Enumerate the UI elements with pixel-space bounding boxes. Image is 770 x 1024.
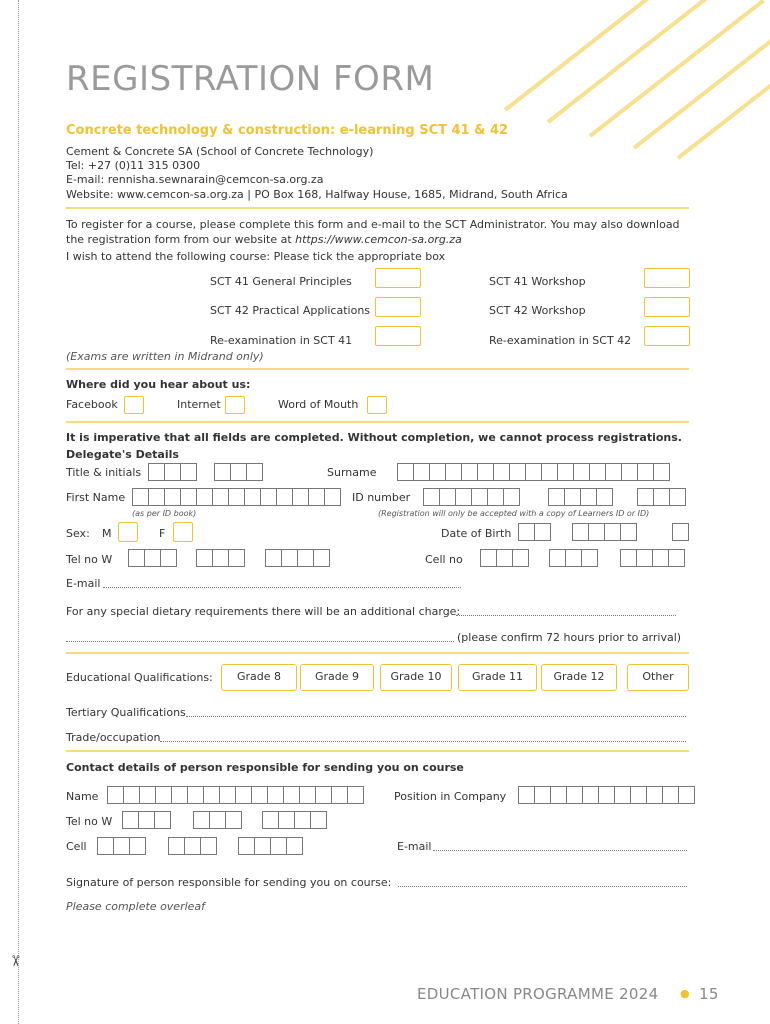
contact-telw-field[interactable] <box>262 811 326 829</box>
footer-bullet-icon: ● <box>680 987 690 1000</box>
org-name: Cement & Concrete SA (School of Concrete Technology) <box>66 145 374 158</box>
as-per-id-note: (as per ID book) <box>132 509 197 518</box>
imperative-note: It is imperative that all fields are completed. Without completion, we cannot process registrations. <box>66 431 682 444</box>
course-label: SCT 42 Practical Applications <box>210 304 371 317</box>
course-checkbox[interactable] <box>644 297 690 317</box>
contact-telw-field[interactable] <box>122 811 170 829</box>
id-number-field[interactable] <box>423 488 519 506</box>
course-checkbox[interactable] <box>644 326 690 346</box>
divider <box>66 750 689 752</box>
dob-label: Date of Birth <box>441 527 512 540</box>
course-checkbox[interactable] <box>375 297 421 317</box>
female-checkbox[interactable] <box>173 522 193 542</box>
contact-telw-label: Tel no W <box>66 815 113 828</box>
course-checkbox[interactable] <box>644 268 690 288</box>
course-checkbox[interactable] <box>375 326 421 346</box>
course-checkbox[interactable] <box>375 268 421 288</box>
first-name-field[interactable] <box>132 488 340 506</box>
email-line[interactable] <box>103 587 461 588</box>
divider <box>66 421 689 423</box>
dietary-label: For any special dietary requirements there will be an additional charge: <box>66 605 461 618</box>
cell-field[interactable] <box>549 549 597 567</box>
position-label: Position in Company <box>394 790 507 803</box>
divider <box>66 207 689 209</box>
cell-label: Cell no <box>425 553 463 566</box>
email-label: E-mail <box>66 577 101 590</box>
id-number-label: ID number <box>352 491 411 504</box>
contact-email-line[interactable] <box>433 850 687 851</box>
edu-label: Educational Qualifications: <box>66 671 213 684</box>
wom-checkbox[interactable] <box>367 396 387 414</box>
surname-label: Surname <box>327 466 377 479</box>
page-number: 15 <box>699 985 719 1003</box>
org-email: E-mail: rennisha.sewnarain@cemcon-sa.org.za <box>66 173 324 186</box>
telw-field[interactable] <box>196 549 244 567</box>
title-initials-field[interactable] <box>148 463 196 481</box>
scissors-icon: ✂ <box>6 954 25 968</box>
intro-line-1: To register for a course, please complete this form and e-mail to the SCT Administrator. You may also download <box>66 218 680 231</box>
wom-label: Word of Mouth <box>278 398 359 411</box>
contact-cell-field[interactable] <box>168 837 216 855</box>
website-link[interactable]: https://www.cemcon-sa.org.za <box>295 233 462 246</box>
dietary-line-2[interactable] <box>66 641 454 642</box>
contact-heading: Contact details of person responsible for sending you on course <box>66 761 464 774</box>
cell-field[interactable] <box>480 549 528 567</box>
title-initials-label: Title & initials <box>66 466 142 479</box>
contact-cell-field[interactable] <box>97 837 145 855</box>
trade-label: Trade/occupation <box>66 731 161 744</box>
position-field[interactable] <box>518 786 694 804</box>
id-number-field[interactable] <box>548 488 612 506</box>
confirm-note: (please confirm 72 hours prior to arrival) <box>457 631 682 644</box>
overleaf-note: Please complete overleaf <box>66 900 206 913</box>
internet-checkbox[interactable] <box>225 396 245 414</box>
signature-label: Signature of person responsible for sending you on course: <box>66 876 392 889</box>
contact-name-label: Name <box>66 790 99 803</box>
course-label: SCT 41 Workshop <box>489 275 586 288</box>
telw-field[interactable] <box>265 549 329 567</box>
course-label: Re-examination in SCT 41 <box>210 334 353 347</box>
dob-field[interactable] <box>672 523 688 541</box>
surname-field[interactable] <box>397 463 669 481</box>
female-label: F <box>159 527 166 540</box>
sex-label: Sex: <box>66 527 90 540</box>
contact-cell-label: Cell <box>66 840 87 853</box>
facebook-checkbox[interactable] <box>124 396 144 414</box>
other-option[interactable]: Other <box>627 664 689 691</box>
course-label: SCT 42 Workshop <box>489 304 586 317</box>
tertiary-line[interactable] <box>186 716 686 717</box>
contact-cell-field[interactable] <box>238 837 302 855</box>
contact-telw-field[interactable] <box>193 811 241 829</box>
tertiary-label: Tertiary Qualifications <box>66 706 186 719</box>
page-title: REGISTRATION FORM <box>66 59 435 99</box>
cell-field[interactable] <box>620 549 684 567</box>
contact-name-field[interactable] <box>107 786 363 804</box>
dob-field[interactable] <box>572 523 636 541</box>
first-name-label: First Name <box>66 491 126 504</box>
grade-12-option[interactable]: Grade 12 <box>541 664 617 691</box>
course-subtitle: Concrete technology & construction: e-learning SCT 41 & 42 <box>66 123 509 138</box>
divider <box>66 652 689 654</box>
exam-note: (Exams are written in Midrand only) <box>66 350 264 363</box>
intro-line-2: the registration form from our website at https://www.cemcon-sa.org.za <box>66 233 462 246</box>
grade-10-option[interactable]: Grade 10 <box>380 664 452 691</box>
contact-email-label: E-mail <box>397 840 432 853</box>
dob-field[interactable] <box>518 523 550 541</box>
grade-11-option[interactable]: Grade 11 <box>458 664 537 691</box>
org-tel: Tel: +27 (0)11 315 0300 <box>66 159 201 172</box>
intro-line-3: I wish to attend the following course: Please tick the appropriate box <box>66 250 446 263</box>
delegate-heading: Delegate's Details <box>66 448 179 461</box>
trade-line[interactable] <box>160 741 686 742</box>
org-website: Website: www.cemcon-sa.org.za | PO Box 168, Halfway House, 1685, Midrand, South Africa <box>66 188 568 201</box>
hear-heading: Where did you hear about us: <box>66 378 251 391</box>
divider <box>66 368 689 370</box>
dietary-line[interactable] <box>456 615 676 616</box>
grade-9-option[interactable]: Grade 9 <box>300 664 374 691</box>
male-label: M <box>102 527 112 540</box>
id-number-field[interactable] <box>637 488 685 506</box>
course-label: SCT 41 General Principles <box>210 275 352 288</box>
telw-label: Tel no W <box>66 553 113 566</box>
telw-field[interactable] <box>128 549 176 567</box>
cut-line <box>18 0 19 1024</box>
male-checkbox[interactable] <box>118 522 138 542</box>
title-initials-field[interactable] <box>214 463 262 481</box>
internet-label: Internet <box>177 398 221 411</box>
facebook-label: Facebook <box>66 398 118 411</box>
footer-programme: EDUCATION PROGRAMME 2024 <box>417 985 659 1003</box>
id-note: (Registration will only be accepted with a copy of Learners ID or ID) <box>378 509 650 518</box>
course-label: Re-examination in SCT 42 <box>489 334 632 347</box>
grade-8-option[interactable]: Grade 8 <box>221 664 297 691</box>
signature-line[interactable] <box>398 886 687 887</box>
